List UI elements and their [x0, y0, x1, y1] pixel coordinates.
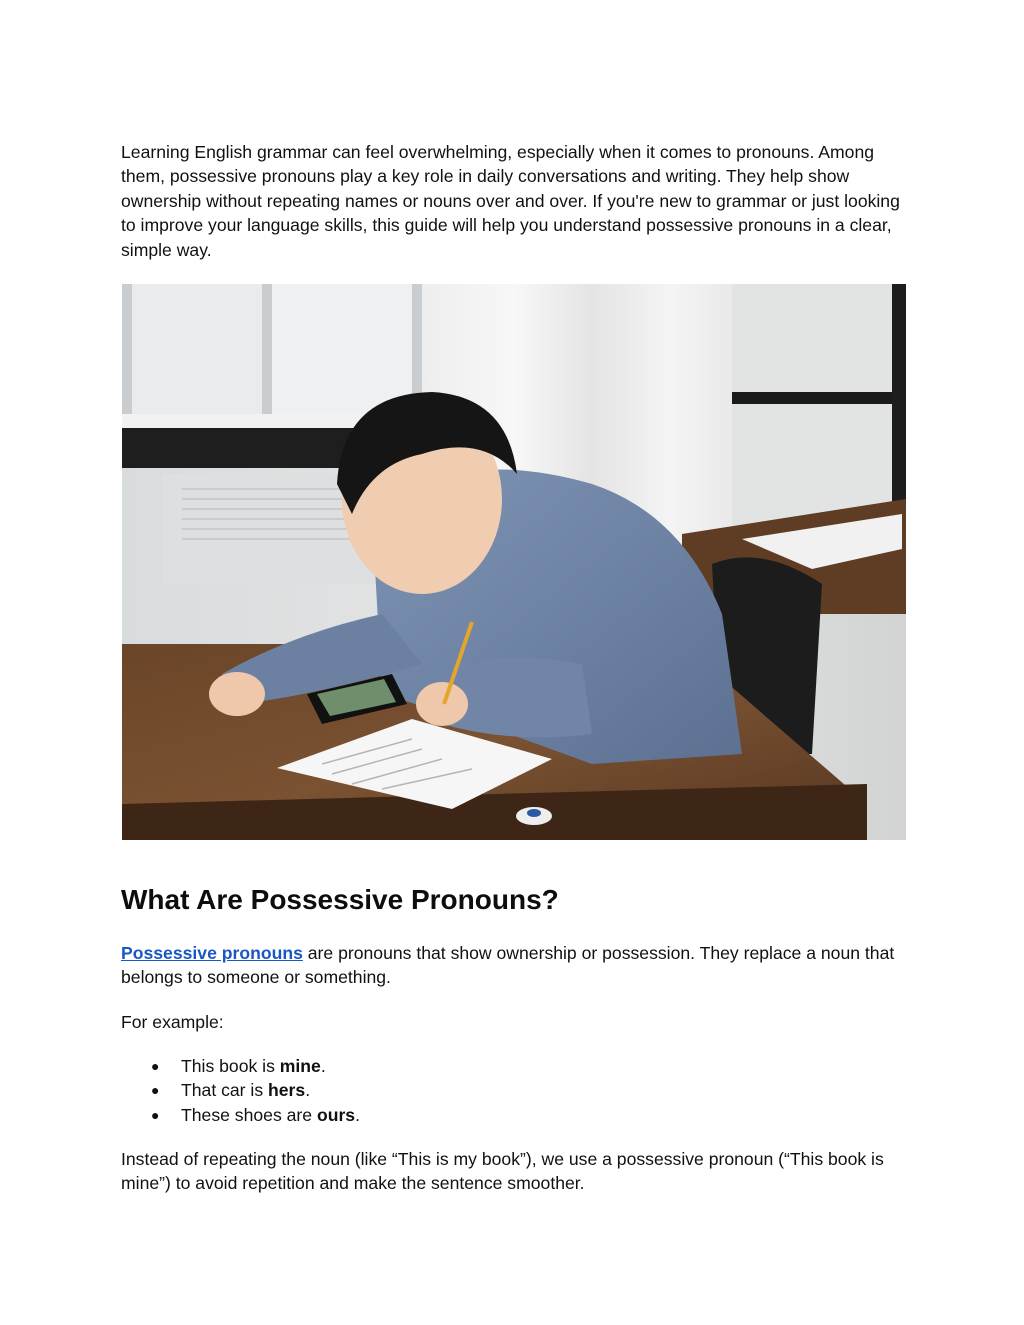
example-text: These shoes are: [181, 1104, 317, 1125]
example-text: That car is: [181, 1080, 269, 1101]
bullet-icon: ●: [151, 1106, 160, 1123]
definition-text: are pronouns that show ownership or possession. They replace a noun that belongs to someone or something.: [121, 943, 895, 988]
closing-paragraph: Instead of repeating the noun (like “This is my book”), we use a possessive pronoun (“This book is mine”) to avoid repetition and make the sentence smoother.: [121, 1149, 884, 1194]
section-heading: What Are Possessive Pronouns?: [121, 884, 559, 915]
example-punctuation: .: [355, 1104, 360, 1125]
example-punctuation: .: [305, 1080, 311, 1101]
example-text: This book is: [181, 1056, 280, 1076]
bullet-icon: ●: [151, 1082, 160, 1099]
example-punctuation: .: [320, 1056, 326, 1076]
definition-paragraph: [121, 941, 911, 990]
example-pronoun: ours: [316, 1104, 356, 1125]
list-item: [121, 1078, 360, 1102]
boy-writing-worksheet-photo: [122, 284, 906, 840]
example-pronoun: hers: [268, 1080, 306, 1101]
intro-paragraph: Learning English grammar can feel overwhelming, especially when it comes to pronouns. Among them, possessive pronouns play a key role in daily conversations and writing. They help show ownership without repeating names or nouns over and over. If you're new to grammar or just looking to improve your language skills, this guide will help you understand possessive pronouns in a clear, simple way.: [121, 142, 900, 260]
bullet-icon: ●: [151, 1058, 160, 1074]
for-example-label: For example:: [121, 1012, 224, 1032]
list-item: [121, 1103, 360, 1127]
possessive-pronouns-link[interactable]: Possessive pronouns: [121, 943, 303, 963]
list-item: [121, 1054, 360, 1078]
example-pronoun: mine: [279, 1056, 321, 1076]
examples-list: [121, 1054, 360, 1127]
